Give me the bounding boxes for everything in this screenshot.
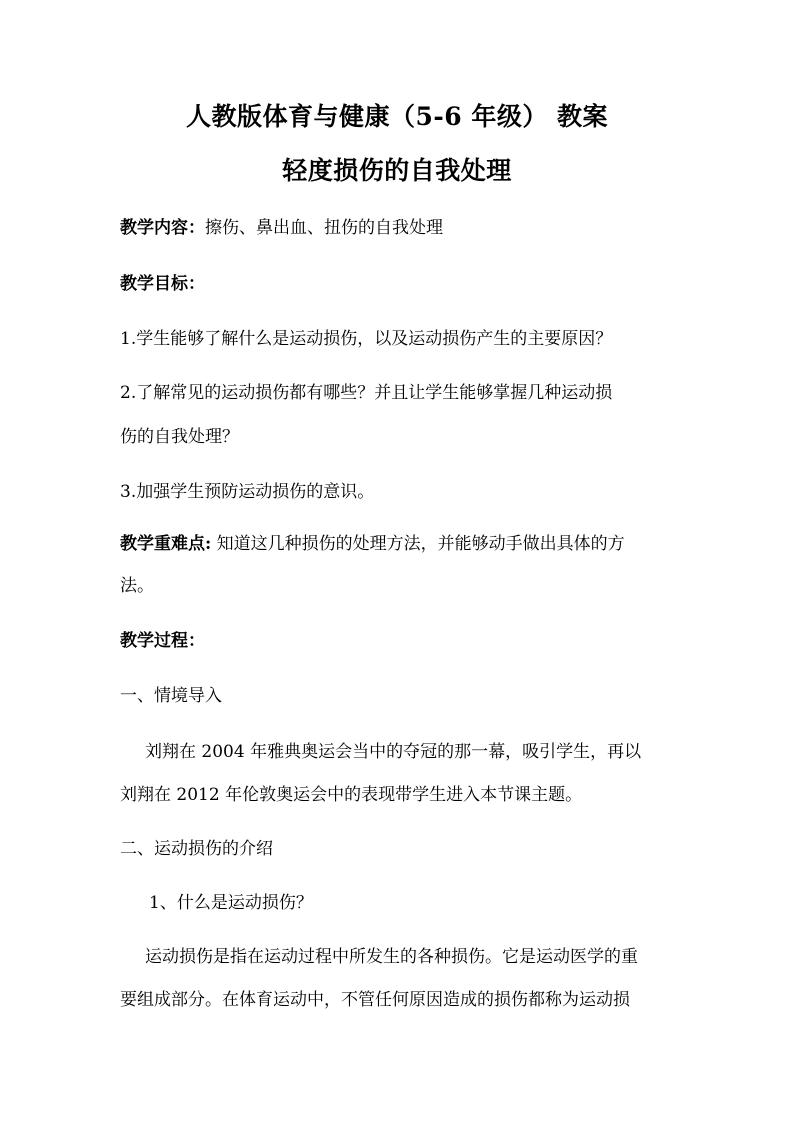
difficulty-line-1 (120, 532, 676, 556)
section-2-paragraph-line-1: 运动损伤是指在运动过程中所发生的各种损伤。它是运动医学的重 (145, 947, 638, 967)
teaching-content-label: 教学内容： (120, 218, 205, 238)
section-1-paragraph-line-1: 刘翔在 2004 年雅典奥运会当中的夺冠的那一幕，吸引学生，再以 (145, 742, 642, 762)
section-2-paragraph-line-2: 要组成部分。在体育运动中，不管任何原因造成的损伤都称为运动损 (120, 990, 630, 1010)
lesson-title: 轻度损伤的自我处理 (282, 156, 512, 185)
goal-item-2-line-2: 伤的自我处理？ (120, 427, 239, 447)
goal-item-1: 1.学生能够了解什么是运动损伤，以及运动损伤产生的主要原因？ (120, 329, 613, 349)
section-1-heading: 一、情境导入 (120, 686, 222, 706)
teaching-content-text: 擦伤、鼻出血、扭伤的自我处理 (205, 218, 443, 238)
difficulty-text: 知道这几种损伤的处理方法，并能够动手做出具体的方 (211, 534, 625, 554)
teaching-process-label: 教学过程： (120, 631, 205, 651)
section-2-item-1: 1、什么是运动损伤？ (149, 893, 313, 913)
document-title: 人教版体育与健康（5-6 年级） 教案 (185, 102, 609, 131)
teaching-content-line (120, 216, 676, 240)
difficulty-line-2: 法。 (120, 576, 154, 596)
goal-item-2-line-1: 2.了解常见的运动损伤都有哪些？并且让学生能够掌握几种运动损 (120, 383, 613, 403)
section-2-heading: 二、运动损伤的介绍 (120, 839, 273, 859)
difficulty-label: 教学重难点: (120, 534, 212, 554)
goal-item-3: 3.加强学生预防运动损伤的意识。 (120, 482, 375, 502)
teaching-goals-label: 教学目标： (120, 274, 205, 294)
section-1-paragraph-line-2: 刘翔在 2012 年伦敦奥运会中的表现带学生进入本节课主题。 (120, 785, 583, 805)
